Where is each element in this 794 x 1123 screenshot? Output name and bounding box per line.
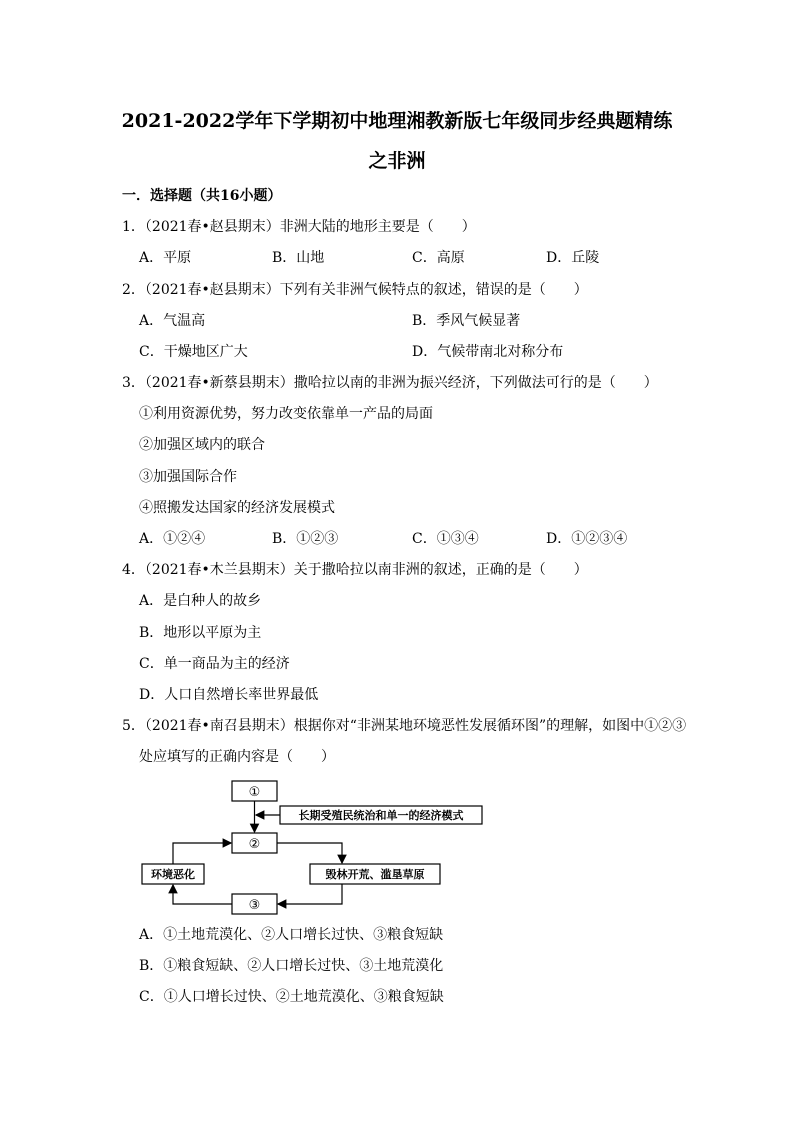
- diagram-right-box-label: 毁林开荒、滥垦草原: [325, 868, 425, 881]
- question-5-option-a[interactable]: A．①土地荒漠化、②人口增长过快、③粮食短缺: [139, 927, 444, 943]
- question-5-option-b[interactable]: B．①粮食短缺、②人口增长过快、③土地荒漠化: [139, 958, 444, 974]
- question-3-option-c[interactable]: C．①③④: [412, 531, 479, 547]
- arrow-right-to-box3: [278, 884, 342, 904]
- question-3-statement-1: ①利用资源优势，努力改变依靠单一产品的局面: [139, 406, 433, 422]
- question-3-option-d[interactable]: D．①②③④: [546, 531, 628, 547]
- question-1-option-b[interactable]: B．山地: [272, 250, 325, 266]
- question-5-stem-line1: 5．（2021春•南召县期末）根据你对“非洲某地环境恶性发展循环图”的理解，如图中①②③: [122, 718, 687, 734]
- question-4-option-c[interactable]: C．单一商品为主的经济: [139, 656, 290, 672]
- question-1-option-d[interactable]: D．丘陵: [546, 250, 600, 266]
- question-2-stem: 2．（2021春•赵县期末）下列有关非洲气候特点的叙述，错误的是（ ）: [122, 282, 588, 298]
- question-4-stem: 4．（2021春•木兰县期末）关于撒哈拉以南非洲的叙述，正确的是（ ）: [122, 562, 588, 578]
- diagram-box-3-label: ③: [248, 898, 261, 913]
- arrow-box2-to-right: [277, 843, 342, 863]
- question-2-option-c[interactable]: C．干燥地区广大: [139, 344, 248, 360]
- question-1-option-c[interactable]: C．高原: [412, 250, 465, 266]
- question-3-stem: 3．（2021春•新蔡县期末）撒哈拉以南的非洲为振兴经济，下列做法可行的是（ ）: [122, 375, 658, 391]
- question-3-statement-4: ④照搬发达国家的经济发展模式: [139, 500, 335, 516]
- question-5-option-c[interactable]: C．①人口增长过快、②土地荒漠化、③粮食短缺: [139, 989, 444, 1005]
- question-4-option-b[interactable]: B．地形以平原为主: [139, 625, 262, 641]
- arrow-left-to-box2: [173, 843, 231, 864]
- question-3-option-b[interactable]: B．①②③: [272, 531, 339, 547]
- question-2-option-a[interactable]: A．气温高: [139, 313, 206, 329]
- question-5-stem-line2: 处应填写的正确内容是（ ）: [139, 749, 335, 765]
- diagram-box-1-label: ①: [248, 785, 261, 800]
- question-1-stem: 1．（2021春•赵县期末）非洲大陆的地形主要是（ ）: [122, 219, 476, 235]
- question-4-option-a[interactable]: A．是白种人的故乡: [139, 593, 262, 609]
- question-1-option-a[interactable]: A．平原: [139, 250, 192, 266]
- document-title-line2: 之非洲: [368, 150, 426, 172]
- question-3-statement-3: ③加强国际合作: [139, 469, 237, 485]
- diagram-left-box-label: 环境恶化: [151, 868, 195, 881]
- question-3-statement-2: ②加强区域内的联合: [139, 437, 265, 453]
- document-title-line1: 2021-2022学年下学期初中地理湘教新版七年级同步经典题精练: [121, 110, 673, 132]
- question-4-option-d[interactable]: D．人口自然增长率世界最低: [139, 687, 319, 703]
- section-heading: 一．选择题（共16小题）: [122, 188, 282, 204]
- arrow-box3-to-left: [173, 885, 232, 904]
- question-2-option-b[interactable]: B．季风气候显著: [412, 313, 521, 329]
- question-2-option-d[interactable]: D．气候带南北对称分布: [412, 344, 564, 360]
- diagram-side-note-label: 长期受殖民统治和单一的经济模式: [298, 809, 464, 822]
- question-3-option-a[interactable]: A．①②④: [139, 531, 206, 547]
- diagram-box-2-label: ②: [248, 837, 261, 852]
